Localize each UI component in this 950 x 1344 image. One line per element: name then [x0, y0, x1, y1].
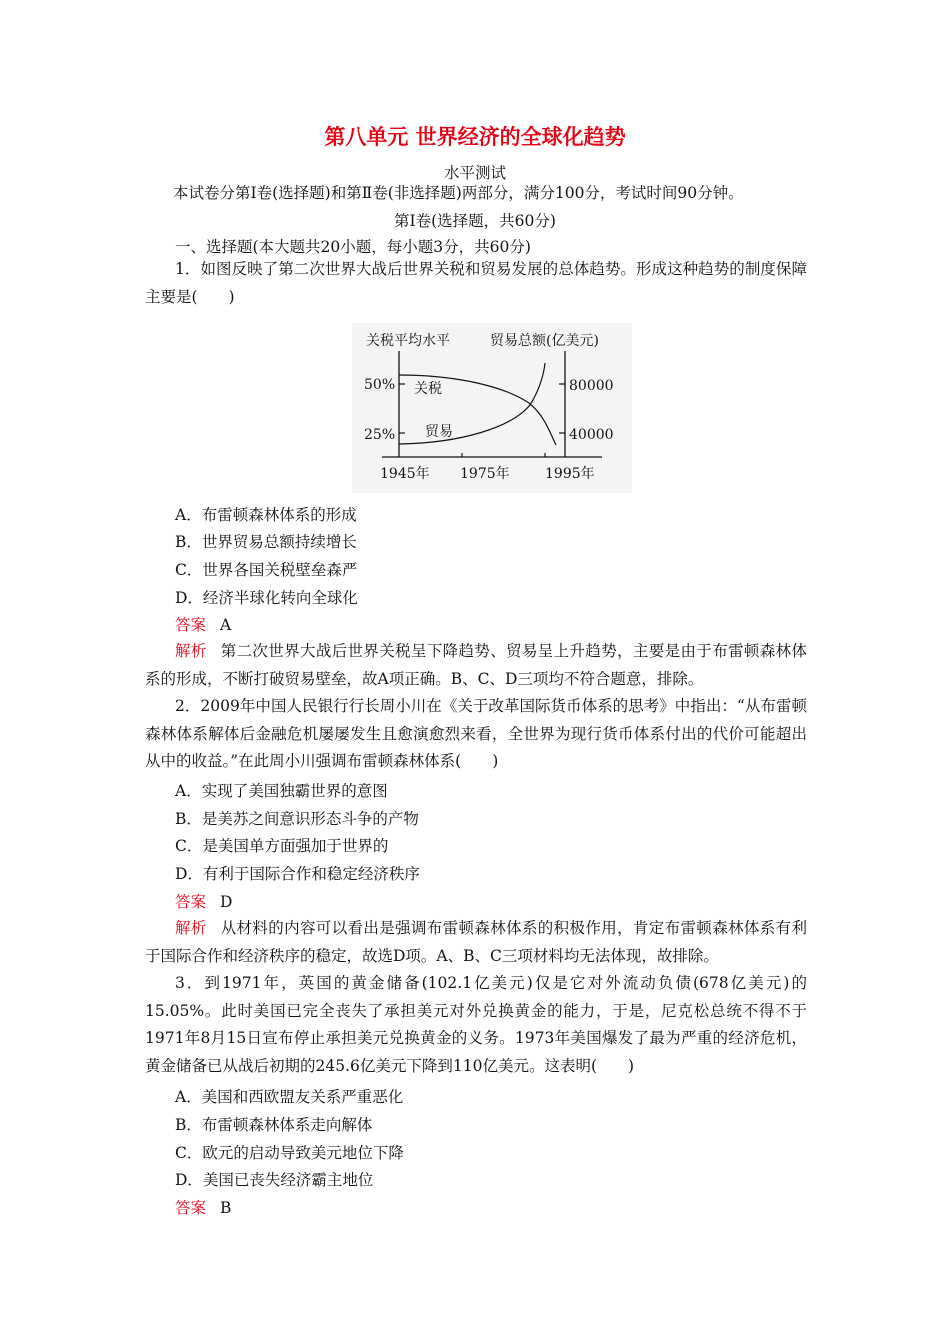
x-tick-label-1995: 1995年: [545, 466, 595, 482]
answer-label: 答案: [175, 1199, 207, 1217]
q2-answer: [175, 892, 845, 912]
analysis-label: 解析: [175, 919, 207, 937]
q2-analysis: [145, 915, 807, 970]
q1-answer: [175, 615, 845, 635]
tariff-trade-chart: [352, 323, 632, 493]
x-tick-label-1975: 1975年: [460, 466, 510, 482]
page-subtitle: 水平测试: [443, 164, 506, 182]
tariff-curve-label: 关税: [414, 381, 442, 397]
q2-stem: 2．2009年中国人民银行行长周小川在《关于改革国际货币体系的思考》中指出：“从布雷顿森林体系解体后金融危机屡屡发生且愈演愈烈来看，全世界为现行货币体系付出的代价可能超出从中的收益。”在此周小川强调布雷顿森林体系( ): [145, 697, 807, 770]
exam-intro: 本试卷分第Ⅰ卷(选择题)和第Ⅱ卷(非选择题)两部分，满分100分，考试时间90分钟。: [173, 184, 744, 202]
answer-value: A: [220, 616, 232, 634]
q3-stem: 3．到1971年，英国的黄金储备(102.1亿美元)仅是它对外流动负债(678亿美元)的15.05%。此时美国已完全丧失了承担美元对外兑换黄金的能力，于是，尼克松总统不得不于1971年8月15日宣布停止承担美元兑换黄金的义务。1973年美国爆发了最为严重的经济危机，黄金储备已从战后初期的245.6亿美元下降到110亿美元。这表明( ): [145, 974, 807, 1075]
q2-option-c: C．是美国单方面强加于世界的: [175, 837, 389, 855]
q1-option-a: A．布雷顿森林体系的形成: [175, 506, 357, 524]
q3-option-a: A．美国和西欧盟友关系严重恶化: [175, 1088, 404, 1106]
left-tick-label-25: 25%: [364, 427, 396, 443]
answer-label: 答案: [175, 893, 207, 911]
answer-value: B: [220, 1199, 232, 1217]
answer-label: 答案: [175, 616, 207, 634]
q2-option-b: B．是美苏之间意识形态斗争的产物: [175, 810, 419, 828]
right-axis-label: 贸易总额(亿美元): [490, 333, 599, 349]
q3-option-d: D．美国已丧失经济霸主地位: [175, 1171, 374, 1189]
left-tick-label-50: 50%: [364, 377, 396, 393]
q1-stem: 1．如图反映了第二次世界大战后世界关税和贸易发展的总体趋势。形成这种趋势的制度保障主要是( ): [145, 260, 807, 306]
q3-option-c: C．欧元的启动导致美元地位下降: [175, 1144, 404, 1162]
answer-value: D: [220, 893, 233, 911]
tariff-trade-figure: [352, 323, 632, 493]
analysis-text: 第二次世界大战后世界关税呈下降趋势、贸易呈上升趋势，主要是由于布雷顿森林体系的形成，不断打破贸易壁垒，故A项正确。B、C、D三项均不符合题意，排除。: [145, 642, 807, 688]
left-axis-label: 关税平均水平: [366, 333, 450, 349]
part-heading: 一、选择题(本大题共20小题，每小题3分，共60分): [175, 238, 531, 256]
right-tick-label-80000: 80000: [569, 378, 614, 394]
right-tick-label-40000: 40000: [569, 427, 614, 443]
section-title: 第Ⅰ卷(选择题，共60分): [394, 212, 556, 230]
q2-option-d: D．有利于国际合作和稳定经济秩序: [175, 865, 420, 883]
q3-option-b: B．布雷顿森林体系走向解体: [175, 1116, 373, 1134]
analysis-text: 从材料的内容可以看出是强调布雷顿森林体系的积极作用，肯定布雷顿森林体系有利于国际合作和经济秩序的稳定，故选D项。A、B、C三项材料均无法体现，故排除。: [145, 919, 807, 965]
trade-curve-label: 贸易: [425, 424, 453, 440]
q1-analysis: [145, 638, 807, 693]
q3-answer: [175, 1198, 845, 1218]
page-title: 第八单元 世界经济的全球化趋势: [324, 125, 626, 149]
q2-option-a: A．实现了美国独霸世界的意图: [175, 782, 388, 800]
q1-option-d: D．经济半球化转向全球化: [175, 589, 358, 607]
q1-option-b: B．世界贸易总额持续增长: [175, 533, 357, 551]
analysis-label: 解析: [175, 642, 207, 660]
q1-option-c: C．世界各国关税壁垒森严: [175, 561, 358, 579]
x-tick-label-1945: 1945年: [380, 466, 430, 482]
